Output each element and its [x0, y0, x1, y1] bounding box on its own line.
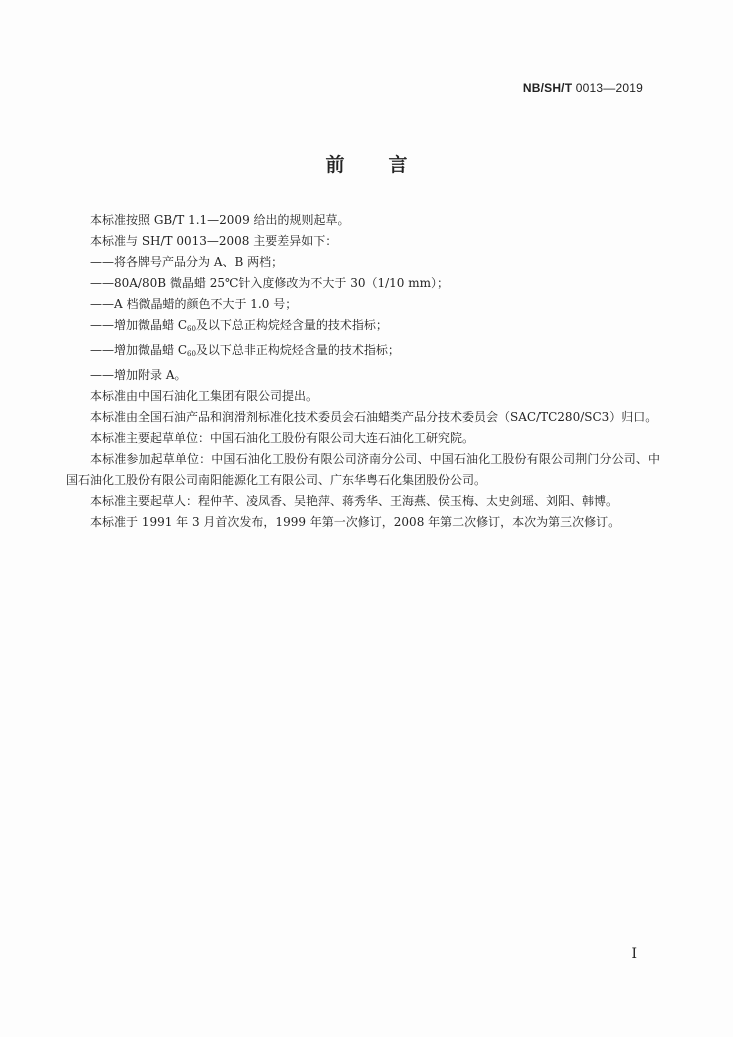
list-item-color: ——A 档微晶蜡的颜色不大于 1.0 号； [90, 297, 298, 311]
paragraph-proposer: 本标准由中国石油化工集团有限公司提出。 [90, 389, 319, 403]
list-item-text: ——增加微晶蜡 C [90, 318, 187, 332]
list-item-text: 及以下总非正构烷烃含量的技术指标； [195, 343, 400, 357]
list-item-normal-alkanes [66, 315, 660, 340]
paragraph-main-drafter-unit: 本标准主要起草单位：中国石油化工股份有限公司大连石油化工研究院。 [90, 431, 475, 445]
list-item-grades: ——将各牌号产品分为 A、B 两档； [90, 255, 284, 269]
foreword-body [66, 210, 660, 533]
page-title: 前言 [325, 154, 452, 176]
paragraph-differences-intro: 本标准与 SH/T 0013—2008 主要差异如下： [90, 234, 338, 248]
paragraph-participating-units: 本标准参加起草单位：中国石油化工股份有限公司济南分公司、中国石油化工股份有限公司荆门分公司、中国石油化工股份有限公司南阳能源化工有限公司、广东华粤石化集团股份公司。 [66, 452, 660, 487]
standard-code [523, 81, 643, 95]
paragraph-committee: 本标准由全国石油产品和润滑剂标准化技术委员会石油蜡类产品分技术委员会（SAC/TC280/SC3）归口。 [90, 410, 658, 424]
list-item-text: 及以下总正构烷烃含量的技术指标； [195, 318, 388, 332]
paragraph-drafting-rules: 本标准按照 GB/T 1.1—2009 给出的规则起草。 [90, 213, 350, 227]
standard-prefix: NB/SH/T [522, 81, 573, 95]
list-item-text: ——增加微晶蜡 C [90, 343, 187, 357]
standard-number: 0013—2019 [575, 81, 643, 95]
paragraph-history: 本标准于 1991 年 3 月首次发布，1999 年第一次修订，2008 年第二次修订，本次为第三次修订。 [90, 515, 621, 529]
paragraph-drafters: 本标准主要起草人：程仲芊、凌凤香、吴艳萍、蒋秀华、王海燕、侯玉梅、太史剑瑶、刘阳、韩博。 [90, 494, 619, 508]
subscript: 60 [187, 350, 196, 358]
subscript: 60 [187, 325, 196, 333]
list-item-non-normal-alkanes [66, 340, 660, 365]
list-item-penetration: ——80A/80B 微晶蜡 25℃针入度修改为不大于 30（1/10 mm）； [90, 276, 449, 290]
page-number: I [631, 946, 637, 962]
list-item-appendix: ——增加附录 A。 [90, 368, 187, 382]
